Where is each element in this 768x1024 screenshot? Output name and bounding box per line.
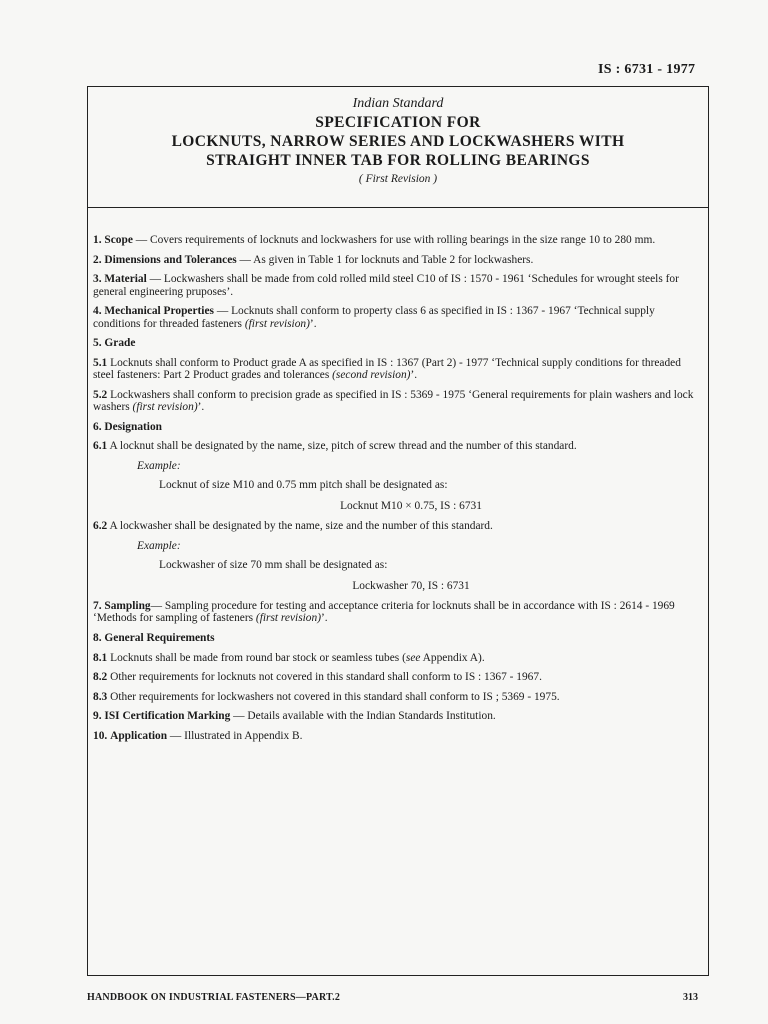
clause-number: 8.1 [93, 651, 108, 664]
clause-number: 8. [93, 632, 102, 644]
title-line-3: STRAIGHT INNER TAB FOR ROLLING BEARINGS [206, 152, 590, 169]
clause-separator: — [150, 600, 165, 612]
clause-italic: see [405, 651, 421, 664]
page-number: 313 [683, 992, 698, 1003]
footer-handbook-title: HANDBOOK ON INDUSTRIAL FASTENERS—PART.2 [87, 992, 341, 1003]
clause-text: A locknut shall be designated by the name, size, pitch of screw thread and the number of this standard. [109, 440, 577, 453]
clause-text: A lockwasher shall be designated by the name, size and the number of this standard. [109, 520, 493, 533]
example-text: Lockwasher of size 70 mm shall be designated as: [159, 559, 388, 572]
clause-number: 5.2 [93, 388, 108, 401]
clause-text: Other requirements for lockwashers not covered in this standard shall conform to IS ; 5369 - 1975. [110, 690, 560, 703]
clause-1-scope [93, 234, 699, 246]
clause-italic: (second revision) [332, 369, 411, 382]
clause-number: 4. [93, 305, 102, 318]
clause-text: Details available with the Indian Standards Institution. [247, 710, 496, 723]
clause-text: Locknuts shall conform to property class 6 as specified in IS : 1367 - 1967 ‘Technical supply conditions for threaded fasteners [93, 305, 655, 330]
clause-number: 2. [93, 253, 102, 266]
example-label: Example: [137, 459, 181, 472]
clause-9-isi-marking [93, 710, 699, 722]
clause-text: Sampling procedure for testing and acceptance criteria for locknuts shall be in accordance with IS : 2614 - 1969 ‘Methods for sampling of fasteners [93, 600, 675, 625]
clause-6-1 [93, 440, 699, 452]
clause-italic: (first revision) [132, 401, 198, 414]
clause-tail: ’. [197, 401, 205, 414]
clause-number: 1. [93, 234, 102, 246]
revision-note: ( First Revision ) [358, 173, 438, 185]
clause-number: 7. [93, 600, 102, 612]
standard-number: IS : 6731 - 1977 [598, 62, 696, 77]
example-designation: Locknut M10 × 0.75, IS : 6731 [340, 499, 482, 512]
clause-text: Locknuts shall conform to Product grade A as specified in IS : 1367 (Part 2) - 1977 ‘Technical supply conditions for threaded steel fasteners: Part 2 Product grades and tolerances [93, 356, 681, 382]
clause-5-2 [93, 389, 699, 414]
clause-text: Covers requirements of locknuts and lockwashers for use with rolling bearings in the size range 10 to 280 mm. [149, 234, 656, 246]
clause-separator: — [146, 273, 164, 286]
clause-2-dimensions [93, 254, 699, 266]
clause-heading: Grade [104, 337, 136, 350]
clause-separator: — [167, 729, 185, 742]
clause-heading: Designation [104, 420, 162, 433]
clause-heading: General Requirements [104, 632, 215, 644]
clauses-body [93, 234, 699, 750]
clause-separator: — [213, 305, 232, 318]
clause-italic: (first revision) [244, 317, 310, 330]
title-line-2: LOCKNUTS, NARROW SERIES AND LOCKWASHERS WITH [171, 133, 625, 150]
clause-8-1 [93, 652, 699, 664]
clause-heading: Application [110, 729, 168, 742]
clause-number: 6.1 [93, 440, 108, 453]
clause-5-grade [93, 337, 699, 349]
title-block [88, 87, 708, 208]
clause-8-2 [93, 671, 699, 683]
clause-number: 6.2 [93, 520, 108, 533]
clause-heading: ISI Certification Marking [104, 710, 231, 723]
clause-heading: Sampling [104, 600, 151, 612]
clause-heading: Scope [104, 234, 133, 246]
example-designation: Lockwasher 70, IS : 6731 [352, 579, 470, 592]
clause-separator: — [230, 710, 248, 723]
clause-8-3 [93, 691, 699, 703]
example-text: Locknut of size M10 and 0.75 mm pitch shall be designated as: [159, 479, 448, 492]
clause-text: As given in Table 1 for locknuts and Table 2 for lockwashers. [253, 253, 534, 266]
clause-number: 3. [93, 273, 102, 286]
clause-number: 6. [93, 420, 102, 433]
clause-tail: ’. [321, 612, 328, 625]
clause-7-sampling [93, 600, 699, 625]
clause-6-designation [93, 421, 699, 433]
clause-number: 5. [93, 337, 102, 350]
clause-heading: Dimensions and Tolerances [104, 253, 237, 266]
clause-tail: Appendix A). [420, 651, 485, 664]
clause-number: 8.2 [93, 671, 108, 684]
clause-text: Illustrated in Appendix B. [184, 729, 303, 742]
clause-number: 9. [93, 710, 102, 723]
clause-number: 10. [93, 729, 108, 742]
clause-5-1 [93, 357, 699, 382]
example-label: Example: [137, 539, 181, 552]
clause-text: Lockwashers shall conform to precision grade as specified in IS : 5369 - 1975 ‘General requirements for plain washers and lock washers [93, 388, 694, 414]
clause-text: Lockwashers shall be made from cold rolled mild steel C10 of IS : 1570 - 1961 ‘Schedules for wrought steels for general engineering pruposes’. [93, 273, 679, 298]
clause-tail: ’. [410, 369, 418, 382]
clause-text: Other requirements for locknuts not covered in this standard shall conform to IS : 1367 - 1967. [110, 671, 542, 684]
clause-number: 8.3 [93, 690, 108, 703]
clause-text: Locknuts shall be made from round bar stock or seamless tubes ( [110, 651, 406, 664]
clause-tail: ’. [309, 317, 317, 330]
clause-italic: (first revision) [255, 612, 321, 625]
clause-8-general-requirements [93, 632, 699, 644]
clause-separator: — [132, 234, 150, 246]
clause-6-2 [93, 520, 699, 532]
clause-heading: Mechanical Properties [104, 305, 214, 318]
clause-10-application [93, 730, 699, 742]
clause-4-mechanical-properties [93, 305, 699, 330]
clause-3-material [93, 273, 699, 298]
title-kicker: Indian Standard [352, 96, 444, 111]
clause-number: 5.1 [93, 356, 108, 369]
clause-heading: Material [104, 273, 147, 286]
clause-separator: — [236, 253, 254, 266]
title-line-1: SPECIFICATION FOR [315, 114, 481, 131]
